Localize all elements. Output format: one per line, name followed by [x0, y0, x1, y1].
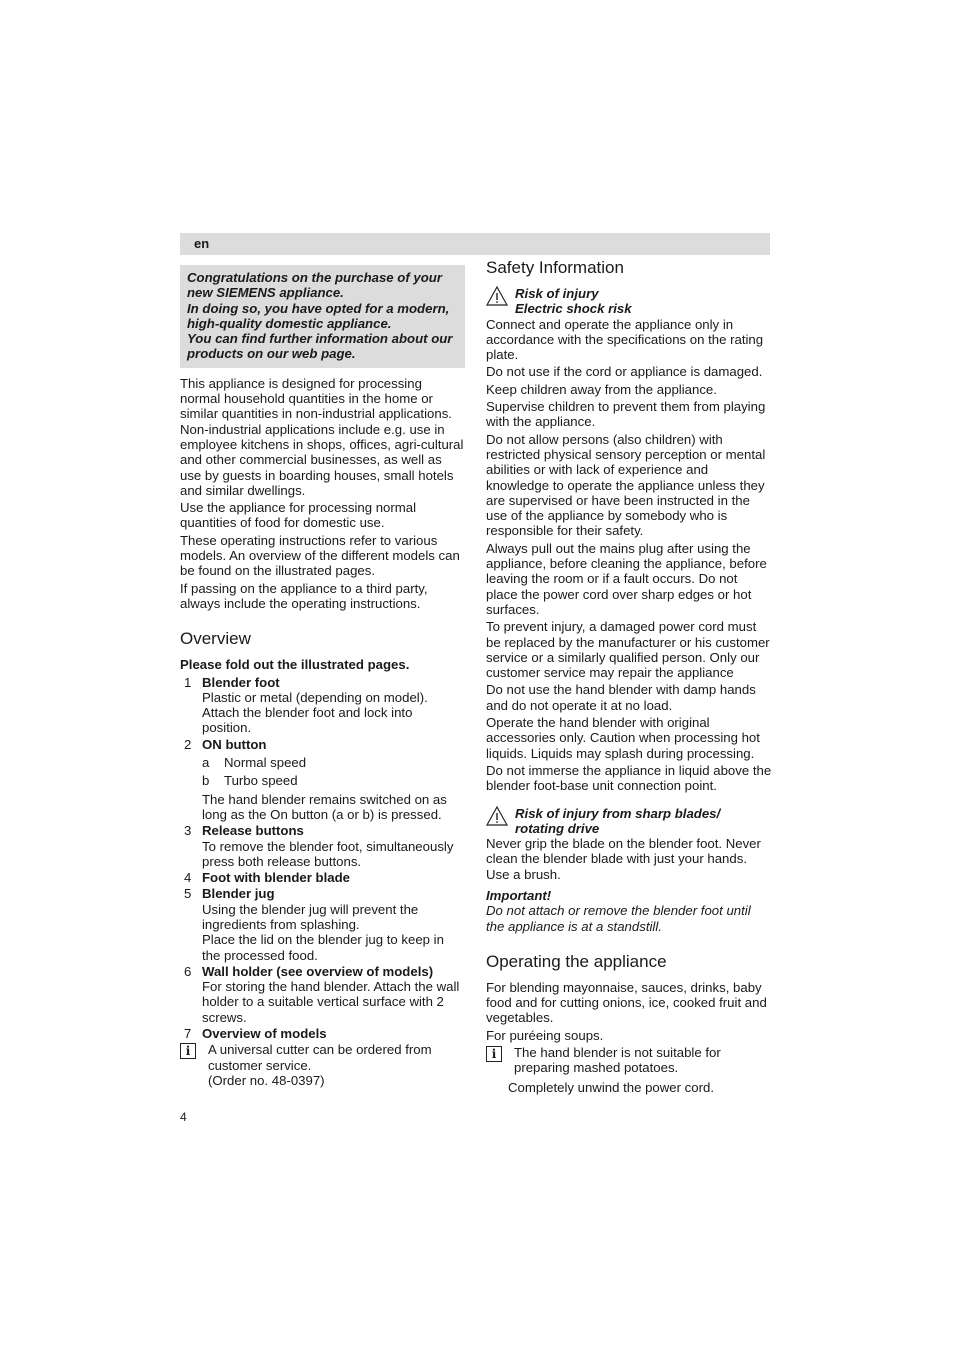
list-item	[180, 1026, 465, 1041]
paragraph: These operating instructions refer to various models. An overview of the different models can be found on the illustrated pages.	[180, 532, 460, 579]
warning-subtitle: rotating drive	[515, 820, 600, 836]
sub-letter: a	[202, 755, 210, 771]
intro-line: You can find further information about our products on our web page.	[187, 331, 453, 362]
intro-line: Congratulations on the purchase of your new SIEMENS appliance.	[187, 270, 442, 301]
page-number: 4	[180, 1110, 187, 1124]
item-title: Release buttons	[202, 823, 304, 839]
safety-heading: Safety Information	[486, 258, 624, 277]
item-text: For storing the hand blender. Attach the wall holder to a suitable vertical surface with 2 screws.	[202, 979, 460, 1025]
info-box-icon: i	[486, 1046, 502, 1062]
list-item	[180, 964, 465, 1025]
info-note	[180, 1042, 465, 1088]
list-item	[180, 737, 465, 822]
item-title: Foot with blender blade	[202, 870, 350, 886]
sub-item	[202, 773, 465, 788]
safety-paragraph: Supervise children to prevent them from playing with the appliance.	[486, 399, 766, 430]
overview-list	[180, 675, 465, 1042]
warning-subtitle: Electric shock risk	[515, 301, 632, 317]
safety-paragraph: Keep children away from the appliance.	[486, 381, 717, 397]
list-item	[180, 870, 465, 885]
blade-text: Never grip the blade on the blender foot. Never clean the blender blade with just your hands. Use a brush.	[486, 836, 761, 882]
item-number: 4	[184, 870, 192, 886]
list-item	[180, 823, 465, 869]
item-title: Wall holder (see overview of models)	[202, 963, 434, 979]
important-label: Important!	[486, 887, 552, 903]
item-number: 6	[184, 963, 192, 979]
item-number: 2	[184, 736, 192, 752]
paragraph: If passing on the appliance to a third party, always include the operating instructions.	[180, 580, 428, 611]
item-number: 1	[184, 674, 192, 690]
warning-triangle-icon	[486, 806, 515, 837]
operating-heading: Operating the appliance	[486, 951, 667, 971]
item-title: Blender foot	[202, 674, 280, 690]
order-number: (Order no. 48-0397)	[208, 1072, 325, 1088]
intro-line: In doing so, you have opted for a modern, high-quality domestic appliance.	[187, 300, 450, 331]
safety-paragraph: Always pull out the mains plug after using the appliance, before cleaning the appliance, before leaving the room or if a fault occurs. Do not place the power cord over sharp edges or hot surfaces.	[486, 540, 767, 617]
item-title: ON button	[202, 736, 267, 752]
list-item	[180, 886, 465, 962]
operating-step: Completely unwind the power cord.	[508, 1079, 714, 1095]
list-item	[180, 675, 465, 736]
intro-box	[180, 265, 465, 368]
sub-item	[202, 755, 465, 770]
item-text: Place the lid on the blender jug to keep in the processed food.	[202, 932, 444, 963]
paragraph: Use the appliance for processing normal quantities of food for domestic use.	[180, 500, 417, 531]
safety-paragraph: Do not use if the cord or appliance is damaged.	[486, 364, 763, 380]
info-text: The hand blender is not suitable for preparing mashed potatoes.	[514, 1045, 721, 1076]
safety-paragraph: Connect and operate the appliance only in accordance with the specifications on the rating plate.	[486, 316, 764, 363]
warning-title: Risk of injury from sharp blades/	[515, 805, 721, 821]
info-note	[486, 1045, 772, 1076]
warning-electric	[486, 286, 772, 317]
language-bar	[180, 233, 770, 255]
safety-paragraph: Do not allow persons (also children) with restricted physical sensory perception or mental abilities or with lack of experience and knowledge to operate the appliance unless they are supervised or have been instructed in the use of the appliance by somebody who is responsible for their safety.	[486, 431, 766, 539]
warning-title: Risk of injury	[515, 286, 599, 301]
warning-triangle-icon	[486, 286, 515, 317]
item-text: The hand blender remains switched on as long as the On button (a or b) is pressed.	[202, 791, 447, 822]
sub-text: Turbo speed	[224, 773, 298, 789]
item-title: Blender jug	[202, 886, 275, 902]
info-box-icon: i	[180, 1043, 196, 1059]
important-text: Do not attach or remove the blender foot until the appliance is at a standstill.	[486, 903, 751, 934]
fold-note: Please fold out the illustrated pages.	[180, 657, 410, 673]
safety-paragraph: To prevent injury, a damaged power cord must be replaced by the manufacturer or his customer service or a similarly qualified person. Only our customer service may repair the appliance	[486, 619, 770, 681]
item-number: 7	[184, 1026, 192, 1042]
right-column	[486, 258, 772, 1095]
item-text: Plastic or metal (depending on model). Attach the blender foot and lock into position.	[202, 689, 428, 736]
left-column	[180, 265, 465, 1088]
info-text: A universal cutter can be ordered from customer service.	[208, 1042, 432, 1073]
safety-paragraph: Do not immerse the appliance in liquid above the blender foot-base unit connection point.	[486, 762, 772, 794]
operating-text: For puréeing soups.	[486, 1027, 604, 1043]
sub-letter: b	[202, 773, 210, 789]
safety-paragraph: Do not use the hand blender with damp hands and do not operate it at no load.	[486, 682, 756, 713]
sub-text: Normal speed	[224, 755, 307, 771]
operating-text: For blending mayonnaise, sauces, drinks, baby food and for cutting onions, ice, cooked fruit and vegetables.	[486, 979, 767, 1026]
item-number: 3	[184, 823, 192, 839]
item-text: Using the blender jug will prevent the ingredients from splashing.	[202, 901, 419, 932]
language-code: en	[194, 236, 210, 251]
safety-paragraph: Operate the hand blender with original accessories only. Caution when processing hot liquids. Liquids may splash during processing.	[486, 715, 760, 761]
item-number: 5	[184, 886, 192, 902]
paragraph: This appliance is designed for processing normal household quantities in the home or similar quantities in non-industrial applications. Non-industrial applications include e.g. use in employee kitchens in shops, offices, agri-cultural and other commercial businesses, as well as use by guests in boarding houses, small hotels and similar dwellings.	[180, 375, 464, 498]
warning-blades	[486, 806, 772, 837]
overview-heading: Overview	[180, 629, 251, 649]
item-text: To remove the blender foot, simultaneously press both release buttons.	[202, 838, 454, 869]
item-title: Overview of models	[202, 1026, 327, 1042]
